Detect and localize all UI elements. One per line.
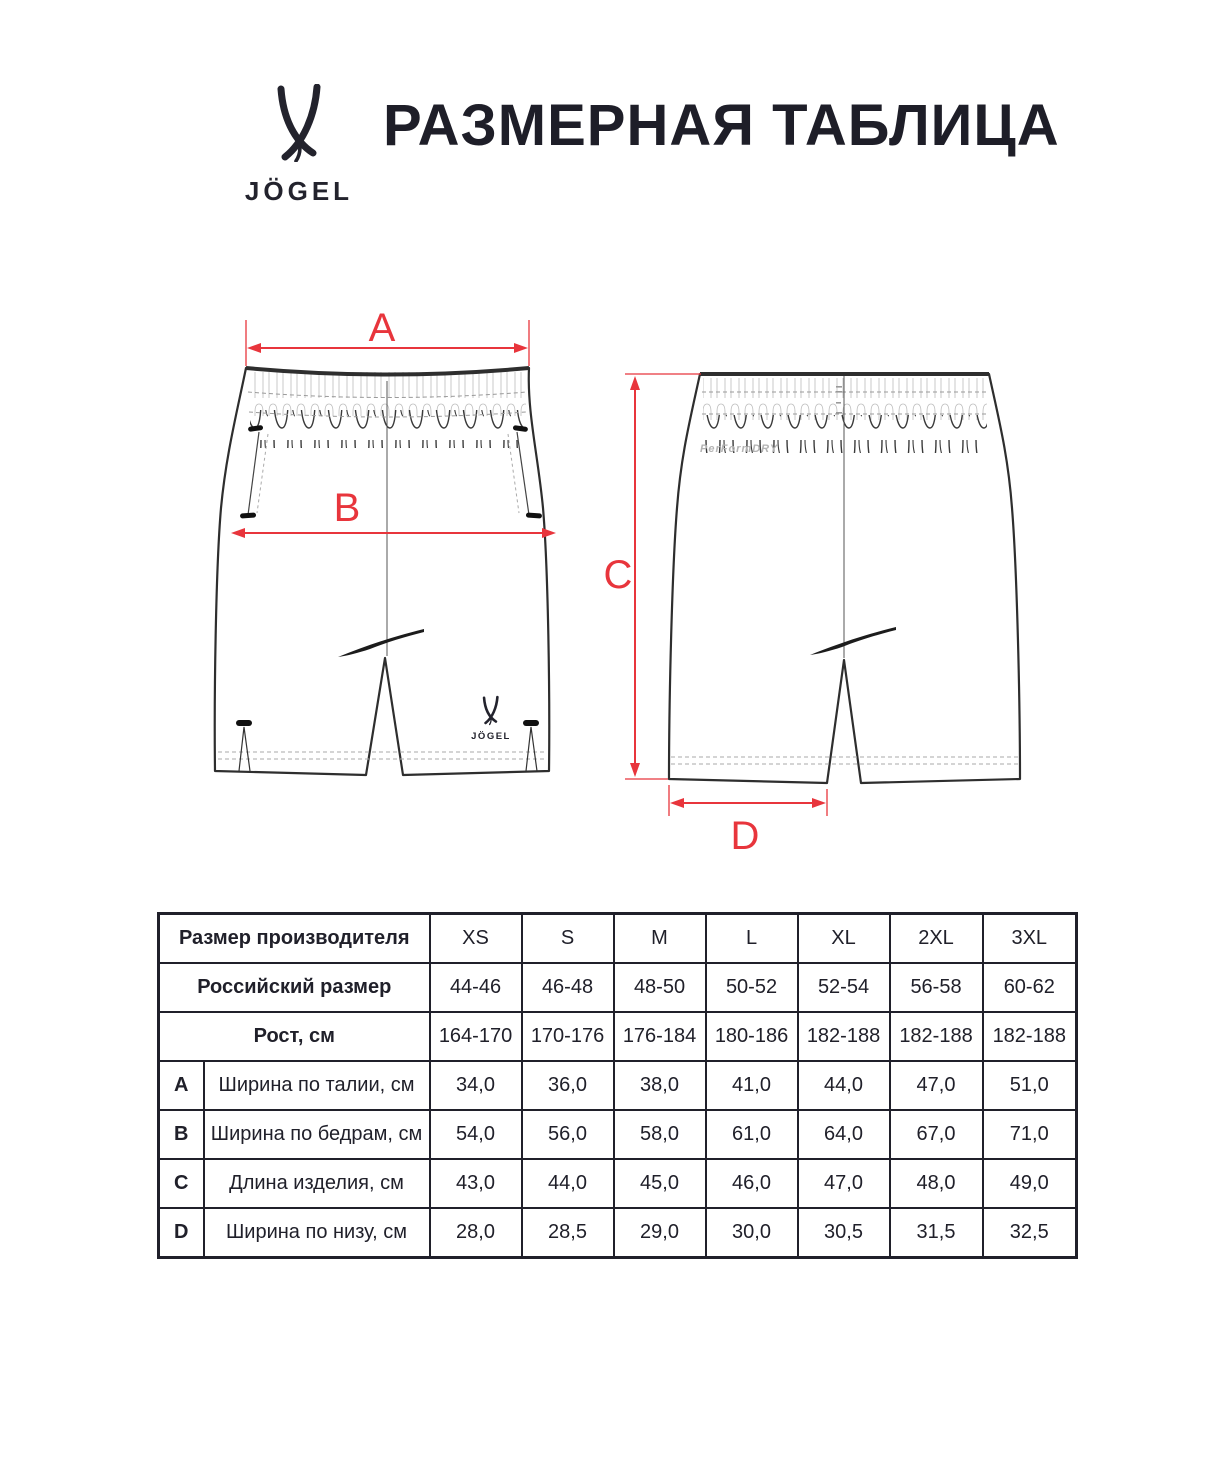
table-cell: 43,0 — [430, 1159, 522, 1208]
shorts-front-view — [215, 306, 556, 775]
table-cell: 45,0 — [614, 1159, 706, 1208]
table-cell: 54,0 — [430, 1110, 522, 1159]
table-cell: 47,0 — [890, 1061, 983, 1110]
table-cell: 51,0 — [983, 1061, 1077, 1110]
table-cell: 56,0 — [522, 1110, 614, 1159]
row-label: Ширина по низу, см — [204, 1208, 430, 1258]
size-col-header: XS — [430, 914, 522, 964]
table-row — [159, 1110, 1077, 1159]
row-label: Ширина по талии, см — [204, 1061, 430, 1110]
table-cell: 28,5 — [522, 1208, 614, 1258]
shorts-back-view — [604, 374, 1020, 858]
table-cell: 170-176 — [522, 1012, 614, 1061]
dim-label-c: C — [603, 553, 633, 597]
table-row — [159, 914, 1077, 964]
table-cell: 61,0 — [706, 1110, 798, 1159]
table-cell: 38,0 — [614, 1061, 706, 1110]
table-cell: 182-188 — [983, 1012, 1077, 1061]
table-cell: 46,0 — [706, 1159, 798, 1208]
size-table — [157, 912, 1078, 1259]
table-cell: 48,0 — [890, 1159, 983, 1208]
dim-label-a: A — [368, 306, 396, 350]
size-col-header: L — [706, 914, 798, 964]
table-cell: 71,0 — [983, 1110, 1077, 1159]
brand-wordmark: JÖGEL — [244, 176, 354, 206]
mini-brand-text: JÖGEL — [471, 731, 511, 742]
row-label: Российский размер — [159, 963, 430, 1012]
dim-label-b: B — [333, 486, 361, 530]
row-label: Размер производителя — [159, 914, 430, 964]
table-cell: 29,0 — [614, 1208, 706, 1258]
table-cell: 164-170 — [430, 1012, 522, 1061]
dim-letter: A — [159, 1061, 204, 1110]
table-cell: 64,0 — [798, 1110, 890, 1159]
table-row — [159, 1061, 1077, 1110]
table-cell: 44,0 — [522, 1159, 614, 1208]
page-title: РАЗМЕРНАЯ ТАБЛИЦА — [383, 93, 1060, 158]
size-col-header: 2XL — [890, 914, 983, 964]
dim-letter: B — [159, 1110, 204, 1159]
table-cell: 176-184 — [614, 1012, 706, 1061]
table-cell: 182-188 — [798, 1012, 890, 1061]
dim-letter: D — [159, 1208, 204, 1258]
dim-d-arrow — [669, 785, 827, 816]
dim-label-d: D — [730, 814, 760, 858]
size-col-header: M — [614, 914, 706, 964]
table-cell: 52-54 — [798, 963, 890, 1012]
table-cell: 41,0 — [706, 1061, 798, 1110]
table-cell: 31,5 — [890, 1208, 983, 1258]
row-label: Длина изделия, см — [204, 1159, 430, 1208]
fabric-label: PerFormDRY — [700, 443, 779, 455]
table-cell: 34,0 — [430, 1061, 522, 1110]
table-row — [159, 1208, 1077, 1258]
size-col-header: S — [522, 914, 614, 964]
table-cell: 30,5 — [798, 1208, 890, 1258]
table-row — [159, 963, 1077, 1012]
table-cell: 49,0 — [983, 1159, 1077, 1208]
table-cell: 67,0 — [890, 1110, 983, 1159]
row-label: Рост, см — [159, 1012, 430, 1061]
table-cell: 182-188 — [890, 1012, 983, 1061]
table-cell: 44,0 — [798, 1061, 890, 1110]
dim-letter: C — [159, 1159, 204, 1208]
table-cell: 60-62 — [983, 963, 1077, 1012]
table-cell: 50-52 — [706, 963, 798, 1012]
table-cell: 58,0 — [614, 1110, 706, 1159]
table-cell: 36,0 — [522, 1061, 614, 1110]
table-cell: 46-48 — [522, 963, 614, 1012]
table-row — [159, 1012, 1077, 1061]
table-cell: 28,0 — [430, 1208, 522, 1258]
size-col-header: 3XL — [983, 914, 1077, 964]
table-cell: 56-58 — [890, 963, 983, 1012]
size-col-header: XL — [798, 914, 890, 964]
table-cell: 32,5 — [983, 1208, 1077, 1258]
table-cell: 48-50 — [614, 963, 706, 1012]
table-cell: 180-186 — [706, 1012, 798, 1061]
table-cell: 47,0 — [798, 1159, 890, 1208]
table-row — [159, 1159, 1077, 1208]
table-cell: 44-46 — [430, 963, 522, 1012]
row-label: Ширина по бедрам, см — [204, 1110, 430, 1159]
table-cell: 30,0 — [706, 1208, 798, 1258]
